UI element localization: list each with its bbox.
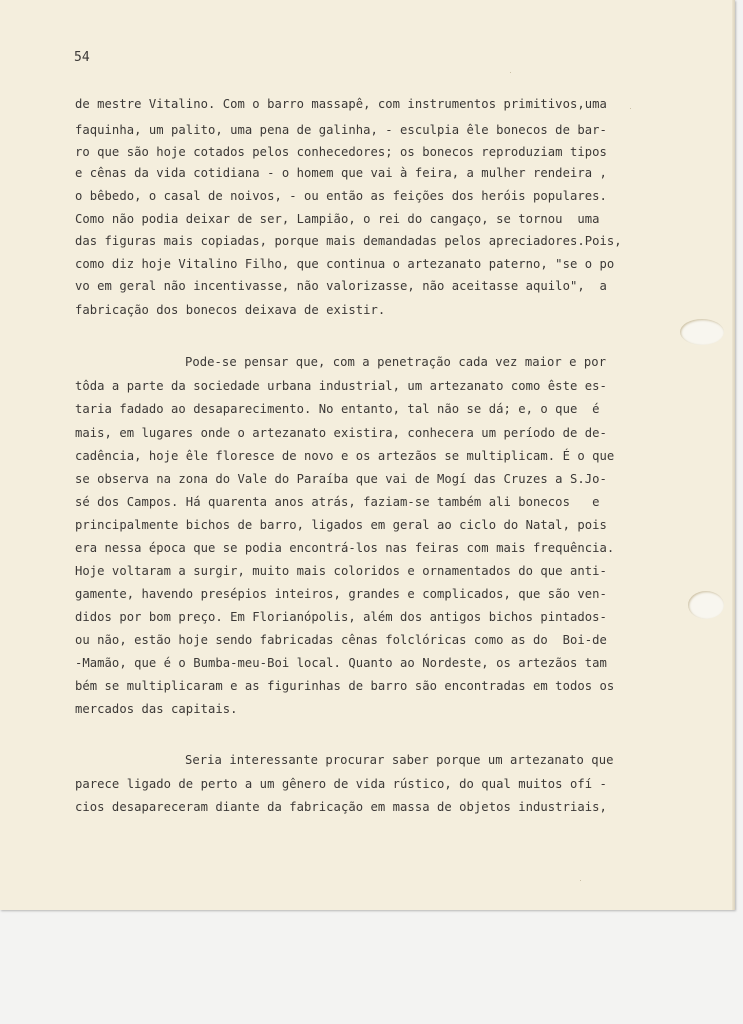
text-line: Como não podia deixar de ser, Lampião, o rei do cangaço, se tornou uma: [75, 212, 600, 226]
punch-hole: [680, 319, 724, 345]
text-line: gamente, havendo presépios inteiros, grandes e complicados, que são ven-: [75, 587, 607, 601]
text-line: bém se multiplicaram e as figurinhas de barro são encontradas em todos os: [75, 679, 615, 693]
text-line: tôda a parte da sociedade urbana industrial, um artezanato como êste es-: [75, 379, 607, 393]
text-line: taria fadado ao desaparecimento. No entanto, tal não se dá; e, o que é: [75, 402, 600, 416]
text-line: se observa na zona do Vale do Paraíba que vai de Mogí das Cruzes a S.Jo-: [75, 472, 607, 486]
text-line: como diz hoje Vitalino Filho, que continua o artezanato paterno, "se o po: [75, 257, 615, 271]
text-line: faquinha, um palito, uma pena de galinha, - esculpia êle bonecos de bar-: [75, 123, 607, 137]
text-line: cios desapareceram diante da fabricação em massa de objetos industriais,: [75, 800, 607, 814]
page-edge: [732, 0, 735, 910]
text-line: -Mamão, que é o Bumba-meu-Boi local. Quanto ao Nordeste, os artezãos tam: [75, 656, 607, 670]
text-line: fabricação dos bonecos deixava de existir.: [75, 303, 386, 317]
text-line: Hoje voltaram a surgir, muito mais coloridos e ornamentados do que anti-: [75, 564, 607, 578]
text-line: e cênas da vida cotidiana - o homem que vai à feira, a mulher rendeira ,: [75, 166, 607, 180]
text-line: ro que são hoje cotados pelos conhecedores; os bonecos reproduziam tipos: [75, 145, 607, 159]
punch-hole: [688, 591, 724, 619]
text-line: Seria interessante procurar saber porque um artezanato que: [185, 753, 614, 767]
text-line: parece ligado de perto a um gênero de vida rústico, do qual muitos ofí -: [75, 777, 607, 791]
page-number: 54: [74, 50, 90, 65]
text-line: mercados das capitais.: [75, 702, 238, 716]
text-line: principalmente bichos de barro, ligados em geral ao ciclo do Natal, pois: [75, 518, 607, 532]
text-line: mais, em lugares onde o artezanato existira, conhecera um período de de-: [75, 426, 607, 440]
text-line: didos por bom preço. Em Florianópolis, além dos antigos bichos pintados-: [75, 610, 607, 624]
paper-speck: [510, 72, 511, 73]
text-line: Pode-se pensar que, com a penetração cada vez maior e por: [185, 355, 607, 369]
text-line: o bêbedo, o casal de noivos, - ou então as feições dos heróis populares.: [75, 189, 607, 203]
text-line: vo em geral não incentivasse, não valorizasse, não aceitasse aquilo", a: [75, 279, 607, 293]
text-line: ou não, estão hoje sendo fabricadas cênas folclóricas como as do Boi-de: [75, 633, 607, 647]
text-line: cadência, hoje êle floresce de novo e os artezãos se multiplicam. É o que: [75, 449, 615, 463]
paper-speck: [630, 108, 631, 109]
text-line: de mestre Vitalino. Com o barro massapê, com instrumentos primitivos,uma: [75, 97, 607, 111]
text-line: sé dos Campos. Há quarenta anos atrás, faziam-se também ali bonecos e: [75, 495, 600, 509]
text-line: das figuras mais copiadas, porque mais demandadas pelos apreciadores.Pois,: [75, 234, 622, 248]
text-line: era nessa época que se podia encontrá-los nas feiras com mais frequência.: [75, 541, 615, 555]
paper-speck: [580, 880, 581, 881]
